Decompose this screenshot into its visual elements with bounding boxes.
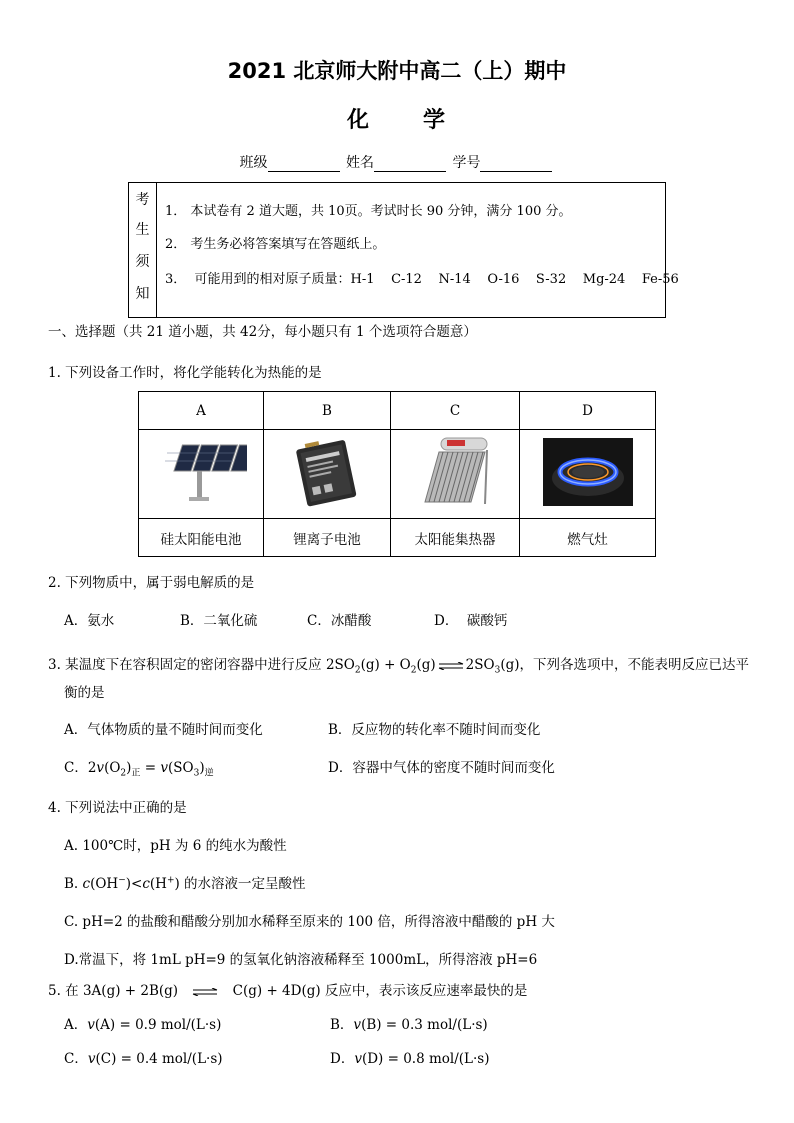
q4-option-b-prefix: B. — [64, 876, 83, 892]
question-4-stem: 4. 下列说法中正确的是 — [48, 800, 187, 816]
exam-notice-box — [128, 182, 679, 318]
q3-option-d[interactable]: D．容器中气体的密度不随时间而变化 — [328, 760, 555, 776]
option-header: C — [391, 392, 520, 430]
notice-side-char: 须 — [135, 254, 150, 270]
class-blank[interactable] — [268, 157, 340, 172]
notice-item: 3． 可能用到的相对原子质量：H-1 C-12 N-14 O-16 S-32 Mg-24 Fe-56 — [165, 272, 679, 287]
q5-option-prefix: D． — [330, 1051, 355, 1067]
q5-option-prefix: C． — [64, 1051, 88, 1067]
q5-option-b[interactable]: B．v(B) = 0.3 mol/(L·s) — [330, 1017, 488, 1033]
q2-option-a[interactable]: A．氨水 — [64, 613, 115, 629]
q5-option-value: (B) = 0.3 mol/(L·s) — [361, 1017, 488, 1033]
q4-option-b-text: 的水溶液一定呈酸性 — [179, 876, 306, 892]
q5-option-value: (A) = 0.9 mol/(L·s) — [94, 1017, 222, 1033]
option-header: A — [139, 392, 264, 430]
q4-option-b[interactable]: B. c(OH−)<c(H+) 的水溶液一定呈酸性 — [64, 875, 306, 892]
solar-panel-image — [139, 430, 264, 519]
subject-title — [0, 103, 794, 134]
lithium-battery-image — [264, 430, 391, 519]
name-blank[interactable] — [374, 157, 446, 172]
notice-item: 2． 考生务必将答案填写在答题纸上。 — [165, 237, 386, 252]
equilibrium-arrow-icon — [190, 988, 220, 996]
device-label: 燃气灶 — [520, 519, 656, 557]
id-blank[interactable] — [480, 157, 552, 172]
device-label: 太阳能集热器 — [391, 519, 520, 557]
notice-side-char: 考 — [135, 192, 150, 208]
question-1-device-table — [138, 391, 656, 557]
q3-option-c-prefix: C．2 — [64, 760, 97, 776]
subject-char-1: 化 — [346, 108, 371, 133]
class-label: 班级 — [239, 155, 268, 171]
q5-option-value: (D) = 0.8 mol/(L·s) — [361, 1051, 490, 1067]
device-label: 硅太阳能电池 — [139, 519, 264, 557]
q3-text: 2SO — [465, 657, 495, 673]
question-3-stem-line2: 衡的是 — [64, 685, 105, 701]
q3-option-c[interactable]: C．$2v(O_2)_正 = v(SO_3)_逆$ — [64, 760, 214, 779]
solar-water-heater-image — [391, 430, 520, 519]
page-title: 2021 北京师大附中高二（上）期中 — [227, 59, 567, 83]
device-label: 锂离子电池 — [264, 519, 391, 557]
subject-char-2: 学 — [423, 108, 448, 133]
q5-option-d[interactable]: D．v(D) = 0.8 mol/(L·s) — [330, 1051, 490, 1067]
q3-text: (g) — [416, 657, 436, 673]
q5-text: C(g) + 4D(g) 反应中，表示该反应速率最快的是 — [232, 983, 528, 999]
question-5-stem — [48, 979, 527, 999]
q3-option-a[interactable]: A．气体物质的量不随时间而变化 — [64, 722, 263, 738]
q2-option-b[interactable]: B．二氧化硫 — [180, 613, 258, 629]
q5-option-value: (C) = 0.4 mol/(L·s) — [95, 1051, 223, 1067]
section-heading: 一、选择题（共 21 道小题，共 42分，每小题只有 1 个选项符合题意） — [48, 324, 477, 340]
q4-option-a[interactable]: A. 100℃时，pH 为 6 的纯水为酸性 — [64, 838, 287, 854]
equilibrium-arrow-icon — [438, 662, 464, 670]
q5-option-prefix: A． — [64, 1017, 88, 1033]
question-1-stem: 1. 下列设备工作时，将化学能转化为热能的是 — [48, 365, 322, 381]
notice-side-char: 知 — [135, 286, 150, 302]
question-2-stem: 2. 下列物质中，属于弱电解质的是 — [48, 575, 255, 591]
option-header: B — [264, 392, 391, 430]
name-label: 姓名 — [346, 155, 374, 171]
q3-option-b[interactable]: B．反应物的转化率不随时间而变化 — [328, 722, 541, 738]
q5-option-a[interactable]: A．v(A) = 0.9 mol/(L·s) — [64, 1017, 222, 1033]
q5-text: 5. 在 3A(g) + 2B(g) — [48, 983, 179, 999]
gas-stove-image — [520, 430, 656, 519]
q3-text: (g)，下列各选项中，不能表明反应已达平 — [500, 657, 749, 673]
q5-option-prefix: B． — [330, 1017, 354, 1033]
q4-option-d[interactable]: D.常温下，将 1mL pH=9 的氢氧化钠溶液稀释至 1000mL，所得溶液 pH=6 — [64, 952, 538, 968]
q2-option-c[interactable]: C．冰醋酸 — [307, 613, 372, 629]
notice-side-label — [129, 183, 157, 317]
option-header: D — [520, 392, 656, 430]
q5-option-c[interactable]: C．v(C) = 0.4 mol/(L·s) — [64, 1051, 223, 1067]
notice-side-char: 生 — [135, 222, 150, 238]
question-3-stem: 3. 某温度下在容积固定的密闭容器中进行反应 $2SO_2(g) + O_2(g)$ $2SO_3(g)$，下列各选项中，不能表明反应已达平 — [48, 657, 749, 676]
q3-text: (g) + O — [360, 657, 411, 673]
q4-option-c[interactable]: C. pH=2 的盐酸和醋酸分别加水稀释至原来的 100 倍，所得溶液中醋酸的 pH 大 — [64, 914, 555, 930]
id-label: 学号 — [452, 155, 481, 171]
q2-option-d[interactable]: D． 碳酸钙 — [434, 613, 508, 629]
q3-text: 3. 某温度下在容积固定的密闭容器中进行反应 2SO — [48, 657, 355, 673]
notice-item: 1． 本试卷有 2 道大题，共 10页。考试时长 90 分钟，满分 100 分。 — [165, 204, 572, 219]
student-info-line — [0, 152, 794, 172]
